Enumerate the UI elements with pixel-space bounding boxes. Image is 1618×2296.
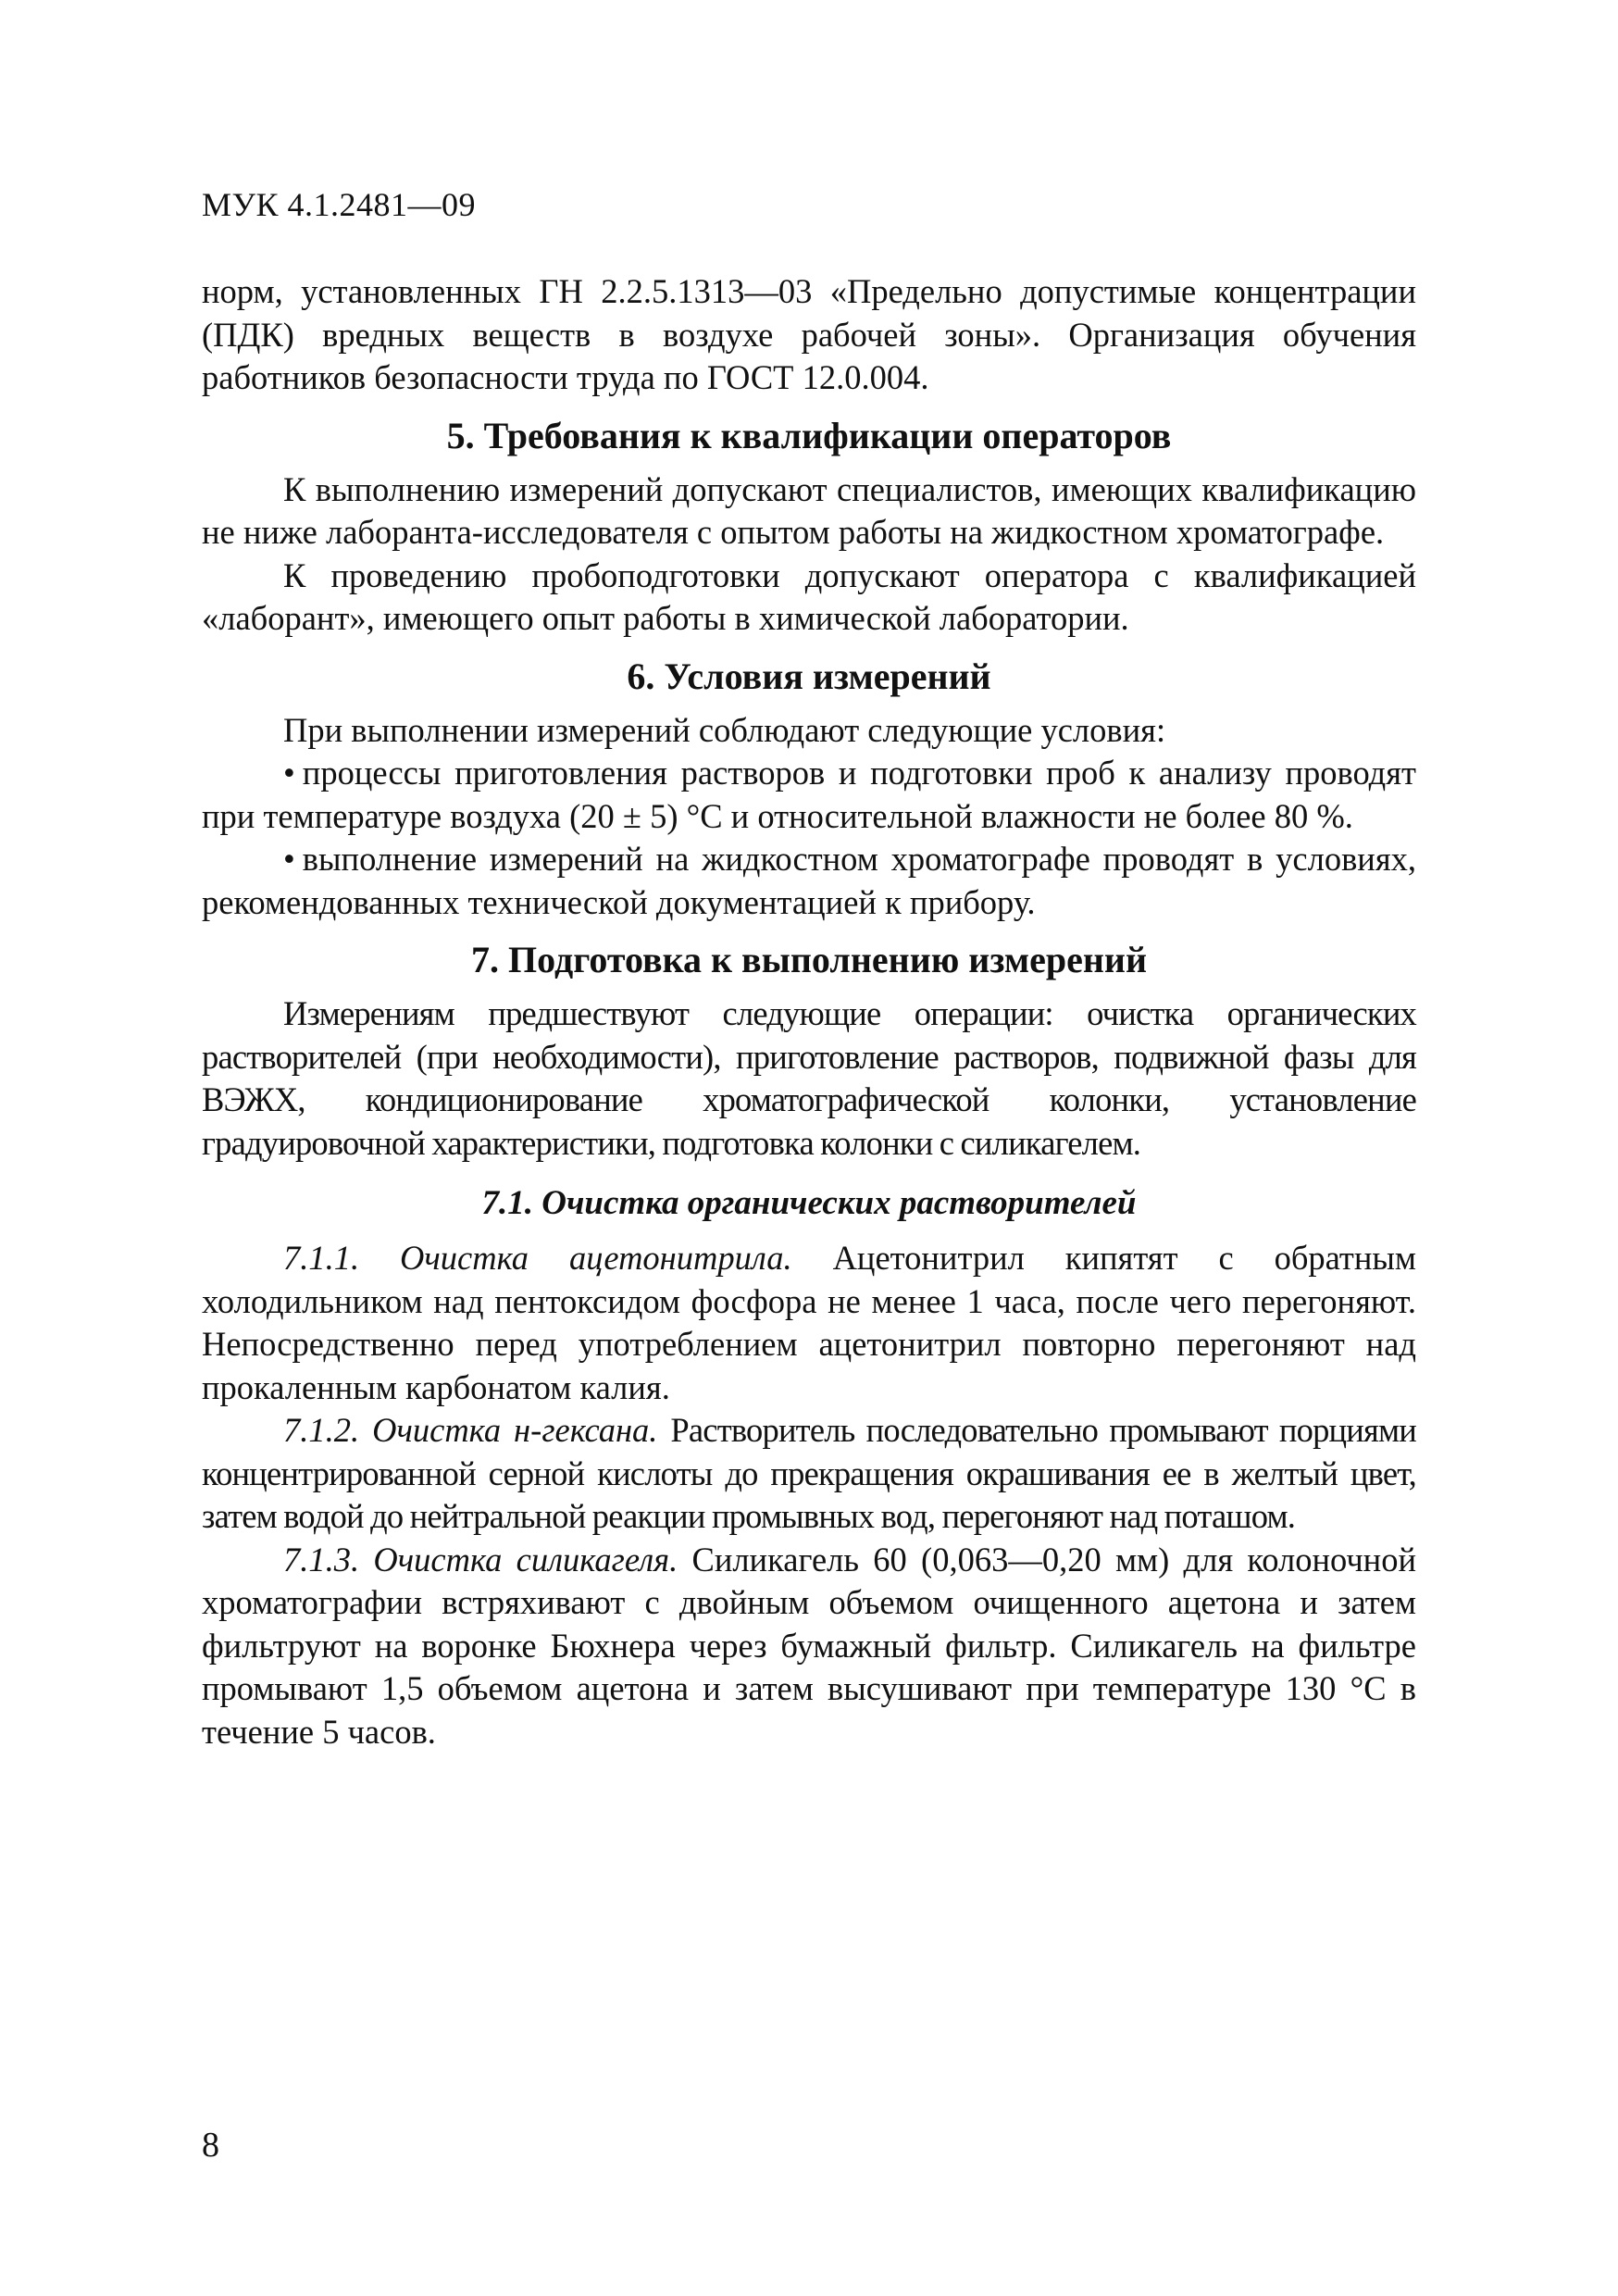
- item-7-1-3-text: Силикагель 60 (0,063—0,20 мм) для колоночной хроматографии встряхивают с двойным объемом очищенного ацетона и затем фильтруют на воронке Бюхнера через бумажный фильтр. Силикагель на фильтре промывают 1,5 объемом ацетона и затем высушивают при температуре 130 °С в течение 5 часов.: [202, 1540, 1416, 1751]
- item-7-1-1-runin: 7.1.1. Очистка ацетонитрила.: [283, 1239, 792, 1277]
- item-7-1-3-runin: 7.1.3. Очистка силикагеля.: [283, 1540, 678, 1578]
- section-7-intro: Измерениям предшествуют следующие операции: очистка органических растворителей (при необходимости), приготовление растворов, подвижной фазы для ВЭЖХ, кондиционирование хроматографической колонки, установление градуировочной характеристики, подготовка колонки с силикагелем.: [202, 994, 1416, 1162]
- running-head-doc-code: МУК 4.1.2481—09: [202, 186, 477, 223]
- section-5-heading: 5. Требования к квалификации операторов: [446, 414, 1172, 456]
- section-7-heading: 7. Подготовка к выполнению измерений: [471, 939, 1147, 980]
- item-7-1-2: [202, 1409, 1416, 1539]
- continuation-paragraph: норм, установленных ГН 2.2.5.1313—03 «Предельно допустимые концентрации (ПДК) вредных веществ в воздухе рабочей зоны». Организация обучения работников безопасности труда по ГОСТ 12.0.004.: [202, 272, 1416, 396]
- section-6-heading: 6. Условия измерений: [627, 655, 991, 697]
- section-6-bullet-2: [202, 838, 1416, 924]
- item-7-1-1-text: Ацетонитрил кипятят с обратным холодильником над пентоксидом фосфора не менее 1 часа, после чего перегоняют. Непосредственно перед употреблением ацетонитрил повторно перегоняют над прокаленным карбонатом калия.: [202, 1239, 1417, 1406]
- bullet-icon: [283, 840, 303, 878]
- item-7-1-2-text: Растворитель последовательно промывают порциями концентрированной серной кислоты до прекращения окрашивания ее в желтый цвет, затем водой до нейтральной реакции промывных вод, перегоняют над поташом.: [202, 1411, 1417, 1535]
- section-5-paragraph-2: К проведению пробоподготовки допускают оператора с квалификацией «лаборант», имеющего опыт работы в химической лаборатории.: [202, 555, 1416, 637]
- section-5-paragraph-1: К выполнению измерений допускают специалистов, имеющих квалификацию не ниже лаборанта-исследователя с опытом работы на жидкостном хроматографе.: [202, 469, 1416, 551]
- item-7-1-2-runin: 7.1.2. Очистка н-гексана.: [283, 1411, 658, 1449]
- section-6-bullet-2-text: выполнение измерений на жидкостном хроматографе проводят в условиях, рекомендованных технической документацией к прибору.: [202, 840, 1416, 921]
- page-number: 8: [202, 2126, 219, 2165]
- subsection-7-1-heading: 7.1. Очистка органических растворителей: [481, 1184, 1137, 1222]
- bullet-icon: [283, 754, 303, 792]
- item-7-1-3: [202, 1539, 1416, 1754]
- section-6-intro: При выполнении измерений соблюдают следующие условия:: [283, 710, 1166, 749]
- section-6-bullet-1: [202, 752, 1416, 838]
- item-7-1-1: [202, 1237, 1416, 1409]
- section-6-bullet-1-text: процессы приготовления растворов и подготовки проб к анализу проводят при температуре воздуха (20 ± 5) °С и относительной влажности не более 80 %.: [202, 754, 1416, 835]
- page-body: [202, 270, 1416, 1753]
